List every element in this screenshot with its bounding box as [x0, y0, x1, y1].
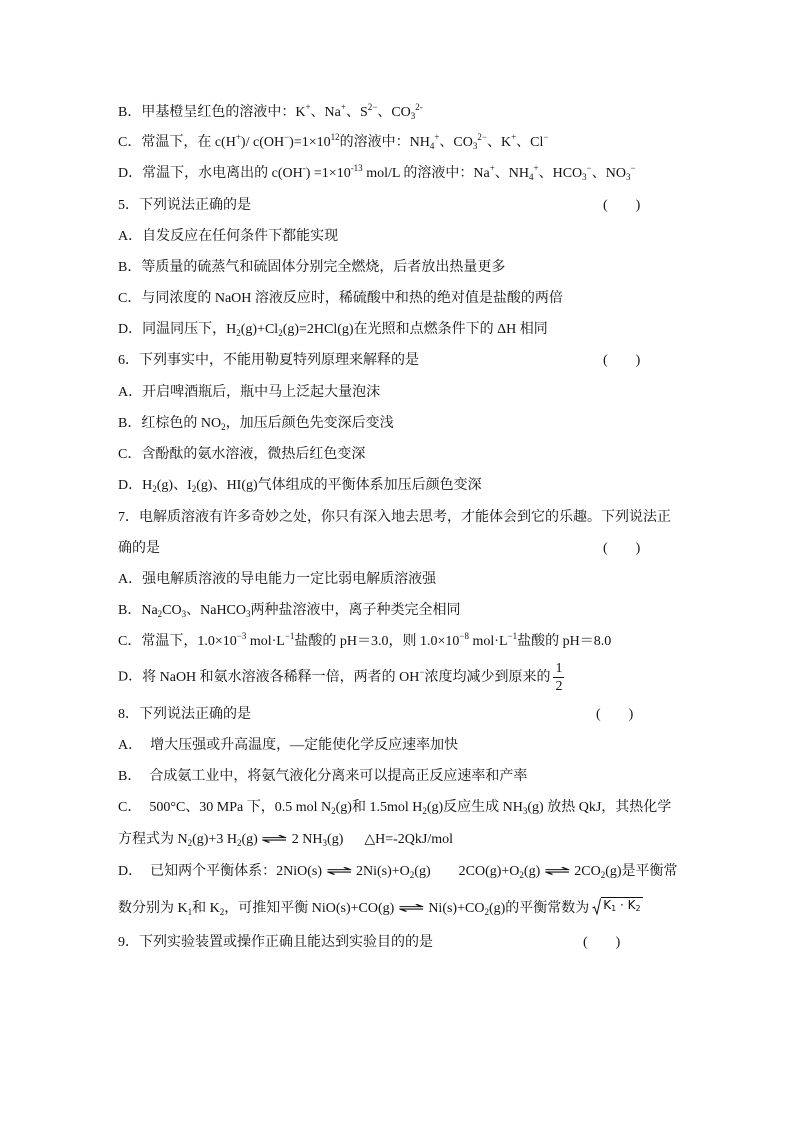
superscript: +	[340, 102, 346, 112]
text-run: ，加压后颜色先变深后变浅	[225, 416, 394, 431]
question-9-stem	[118, 933, 433, 953]
option-label: D．	[118, 669, 143, 685]
option-6c	[118, 445, 365, 465]
question-number: 5．	[118, 198, 139, 213]
subscript: 3	[625, 172, 631, 182]
text-run: (g)+Cl	[240, 322, 279, 337]
question-number: 6．	[118, 353, 139, 368]
text-run: 、Na	[310, 105, 341, 120]
option-label: B．	[118, 416, 142, 431]
text-run: 、CO	[439, 135, 473, 150]
option-text	[142, 385, 380, 400]
question-7-stem-continued	[118, 539, 160, 559]
text-run: (g)是平衡常	[605, 864, 678, 879]
question-text	[139, 353, 419, 368]
option-label: B．	[118, 603, 142, 618]
text-run: 甲基橙呈红色的溶液中：K	[141, 105, 306, 120]
subscript: 3	[582, 172, 587, 182]
answer-bracket: ( )	[596, 707, 634, 722]
option-7c	[118, 632, 611, 652]
superscript: +	[305, 102, 311, 112]
equilibrium-arrow	[394, 899, 428, 919]
subscript: 2	[191, 484, 197, 494]
text-run: 合成氨工业中，将氨气液化分离来可以提高正反应速率和产率	[149, 769, 528, 784]
subscript: 1	[187, 907, 193, 917]
option-8a	[118, 736, 458, 756]
equilibrium-arrow-glyph: ⇌	[325, 864, 353, 879]
text-run: 、NO	[591, 166, 626, 181]
superscript: 2−	[477, 132, 487, 142]
text-run: 自发反应在任何条件下都能实现	[142, 229, 339, 244]
question-text	[139, 935, 433, 950]
text-run: 500°C、30 MPa 下，0.5 mol N	[149, 800, 332, 815]
option-text	[142, 478, 482, 493]
text-run: 和 K	[192, 901, 220, 916]
text-run: 常温下，水电离出的 c(OH	[142, 166, 303, 181]
option-text	[142, 661, 564, 694]
option-8c-continued	[118, 830, 453, 850]
subscript: 3	[472, 141, 478, 151]
option-text	[149, 800, 671, 815]
option-label: A．	[118, 385, 143, 400]
text-run: 浓度均减少到原来的	[424, 669, 551, 685]
text-run: 数分别为 K	[118, 901, 188, 916]
text-run: 红棕色的 NO	[141, 416, 222, 431]
fraction-denominator: 2	[555, 679, 563, 694]
text-run: 盐酸的 pH＝8.0	[517, 634, 612, 649]
superscript: −1	[284, 631, 295, 641]
superscript: +	[533, 163, 539, 173]
text-run: (g)	[241, 832, 258, 847]
text-run: mol·L	[469, 634, 508, 649]
question-8-stem	[118, 705, 251, 725]
equilibrium-arrow-glyph: ⇌	[397, 901, 425, 916]
option-text	[141, 291, 563, 306]
subscript: 2	[600, 870, 606, 880]
option-text	[141, 260, 505, 275]
superscript: 2-	[415, 102, 423, 112]
superscript: −3	[236, 631, 247, 641]
text-run: 、Cl	[516, 135, 544, 150]
option-text	[141, 416, 393, 431]
option-label: C．	[118, 291, 142, 306]
superscript: 12	[330, 132, 340, 142]
text-run: 、CO	[377, 105, 411, 120]
text-run: 等质量的硫蒸气和硫固体分别完全燃烧，后者放出热量更多	[141, 260, 506, 275]
subscript: 3	[181, 609, 187, 619]
text-run: 、K	[486, 135, 512, 150]
text-run: 2Ni(s)+O	[356, 864, 410, 879]
answer-bracket: ( )	[583, 935, 621, 950]
text-run: 已知两个平衡体系：2NiO(s)	[150, 864, 323, 879]
superscript: −	[630, 163, 636, 173]
text-run: 含酚酞的氨水溶液，微热后红色变深	[141, 447, 366, 462]
option-label: D．	[118, 166, 143, 181]
subscript: 2	[187, 838, 193, 848]
text-run: 开启啤酒瓶后，瓶中马上泛起大量泡沫	[142, 385, 381, 400]
superscript: +	[434, 132, 440, 142]
question-6-stem	[118, 351, 419, 371]
option-text	[141, 447, 365, 462]
text-run: ，可推知平衡 NiO(s)+CO(g)	[224, 901, 395, 916]
text-run: 与同浓度的 NaOH 溶液反应时，稀硫酸中和热的绝对值是盐酸的两倍	[141, 291, 563, 306]
equilibrium-arrow	[258, 830, 292, 850]
equilibrium-arrow	[322, 862, 356, 882]
option-text	[150, 738, 458, 753]
option-text	[141, 132, 549, 151]
text-run: (g) 2CO(g)+O	[414, 864, 520, 879]
option-5b	[118, 258, 505, 278]
text-run: 、HCO	[538, 166, 583, 181]
option-7b	[118, 601, 461, 621]
option-label: C．	[118, 634, 142, 649]
option-5a	[118, 227, 338, 247]
text-run: 强电解质溶液的导电能力一定比弱电解质溶液强	[142, 572, 437, 587]
text-run: 将 NaOH 和氨水溶液各稀释一倍，两者的 OH	[142, 669, 420, 685]
text-run: (g)+3 H	[192, 832, 237, 847]
option-label: A．	[118, 229, 143, 244]
superscript: -13	[350, 163, 363, 173]
text-run: 、S	[345, 105, 368, 120]
subscript: 2	[152, 484, 157, 494]
question-text	[139, 198, 251, 213]
text-run: 盐酸的 pH＝3.0，则 1.0×10	[294, 634, 460, 649]
subscript: 2	[236, 328, 241, 338]
subscript: 2	[157, 609, 163, 619]
option-8b	[118, 767, 527, 787]
text-run: 常温下，在 c(H	[141, 135, 236, 150]
superscript: +	[511, 132, 517, 142]
subscript: 2	[519, 870, 524, 880]
subscript: 2	[635, 904, 641, 913]
subscript: 2	[236, 838, 242, 848]
question-5-stem	[118, 196, 251, 216]
superscript: −1	[507, 631, 518, 641]
text-run: (g)、HI(g)气体组成的平衡体系加压后颜色变深	[196, 478, 482, 493]
option-text	[142, 322, 548, 337]
text-run: (g)=2HCl(g)在光照和点燃条件下的 ΔH 相同	[282, 322, 548, 337]
subscript: 2	[422, 806, 427, 816]
text-run: 下列实验装置或操作正确且能达到实验目的的是	[139, 935, 433, 950]
option-6a	[118, 383, 380, 403]
text-run: 2CO	[574, 864, 601, 879]
option-6d	[118, 476, 482, 496]
option-text	[141, 102, 423, 121]
option-text	[142, 572, 436, 587]
text-run: (g)、I	[156, 478, 192, 493]
superscript: +	[235, 132, 241, 142]
equilibrium-arrow	[540, 862, 574, 882]
text-run: · K	[616, 898, 636, 912]
subscript: 3	[410, 111, 416, 121]
question-number: 8．	[118, 707, 139, 722]
superscript: 2−	[367, 102, 378, 112]
text-run: 下列事实中，不能用勒夏特列原理来解释的是	[139, 353, 419, 368]
option-5c	[118, 289, 563, 309]
subscript: 2	[331, 806, 336, 816]
subscript: 2	[484, 907, 489, 917]
subscript: 2	[409, 870, 415, 880]
option-text	[118, 832, 453, 847]
text-run: )=1×10	[289, 135, 331, 150]
radicand	[601, 897, 642, 913]
text-run: 、NH	[494, 166, 530, 181]
superscript: −	[543, 132, 549, 142]
fraction	[553, 660, 564, 695]
question-number: 9．	[118, 935, 139, 950]
question-text	[139, 510, 671, 525]
superscript: -	[302, 163, 306, 173]
text-run: 2 NH	[291, 832, 323, 847]
answer-bracket: ( )	[603, 541, 641, 556]
text-run: 确的是	[118, 541, 160, 556]
text-run: (g)	[523, 864, 541, 879]
option-7d	[118, 660, 564, 695]
text-run: Na	[141, 603, 158, 618]
text-run: K	[603, 898, 612, 912]
text-run: CO	[162, 603, 182, 618]
text-run: 下列说法正确的是	[139, 198, 251, 213]
subscript: 3	[522, 806, 528, 816]
question-text	[139, 707, 251, 722]
subscript: 3	[246, 609, 251, 619]
option-label: C．	[118, 800, 142, 815]
text-run: mol/L 的溶液中：Na	[362, 166, 490, 181]
option-text	[150, 864, 677, 879]
square-root	[592, 895, 642, 915]
option-label: D．	[118, 478, 143, 493]
text-run: mol·L	[246, 634, 285, 649]
question-text	[118, 541, 160, 556]
text-run: (g)的平衡常数为	[488, 901, 590, 916]
question-number: 7．	[118, 510, 139, 525]
option-label: C．	[118, 135, 142, 150]
option-label: D．	[118, 864, 143, 879]
text-run: ) =1×10	[305, 166, 351, 181]
text-run: 方程式为 N	[118, 832, 188, 847]
question-7-stem	[118, 508, 671, 528]
subscript: 3	[322, 838, 328, 848]
subscript: 2	[221, 422, 226, 432]
option-text	[142, 163, 636, 182]
option-label: B．	[118, 769, 142, 784]
answer-bracket: ( )	[603, 353, 641, 368]
text-run: Ni(s)+CO	[428, 901, 485, 916]
equilibrium-arrow-glyph: ⇌	[543, 864, 571, 879]
option-5d	[118, 320, 548, 340]
text-run: 下列说法正确的是	[139, 707, 251, 722]
option-label: C．	[118, 447, 142, 462]
option-7a	[118, 570, 436, 590]
text-run: 常温下，1.0×10	[141, 634, 237, 649]
option-label: B．	[118, 105, 142, 120]
option-label: A．	[118, 738, 143, 753]
option-label: A．	[118, 572, 143, 587]
option-text	[142, 229, 338, 244]
superscript: −	[419, 666, 425, 677]
option-text	[149, 769, 527, 784]
text-run: 电解质溶液有许多奇妙之处，你只有深入地去思考，才能体会到它的乐趣。下列说法正	[139, 510, 671, 525]
option-text	[118, 898, 643, 917]
text-run: (g) 放热 QkJ，其热化学	[527, 800, 672, 815]
text-run: 两种盐溶液中，离子种类完全相同	[250, 603, 461, 618]
superscript: −8	[459, 631, 469, 641]
radical-sign	[592, 898, 601, 915]
subscript: 2	[278, 328, 283, 338]
text-run: 增大压强或升高温度，—定能使化学反应速率加快	[150, 738, 459, 753]
text-run: 的溶液中：NH	[339, 135, 430, 150]
subscript: 1	[611, 904, 617, 913]
subscript: 4	[529, 172, 534, 182]
superscript: −	[586, 163, 592, 173]
text-run: 同温同压下，H	[142, 322, 237, 337]
option-8c	[118, 798, 671, 818]
option-8d-continued	[118, 895, 643, 919]
option-6b	[118, 414, 394, 434]
subscript: 2	[219, 907, 225, 917]
option-label: D．	[118, 322, 143, 337]
text-run: (g)反应生成 NH	[426, 800, 523, 815]
text-run: H	[142, 478, 153, 493]
equilibrium-arrow-glyph: ⇌	[261, 832, 289, 847]
option-8d	[118, 862, 678, 882]
option-text	[141, 603, 460, 618]
superscript: +	[489, 163, 495, 173]
text-run: 、NaHCO	[186, 603, 247, 618]
text-run: )/ c(OH	[240, 135, 285, 150]
text-run: (g) △H=-2QkJ/mol	[327, 832, 454, 847]
option-4c	[118, 133, 548, 153]
superscript: −	[284, 132, 290, 142]
option-4d	[118, 164, 636, 184]
option-4b	[118, 103, 423, 123]
answer-bracket: ( )	[603, 198, 641, 213]
subscript: 4	[429, 141, 435, 151]
fraction-numerator: 1	[555, 661, 563, 676]
text-run: (g)和 1.5mol H	[335, 800, 423, 815]
option-text	[141, 631, 612, 649]
option-label: B．	[118, 260, 142, 275]
